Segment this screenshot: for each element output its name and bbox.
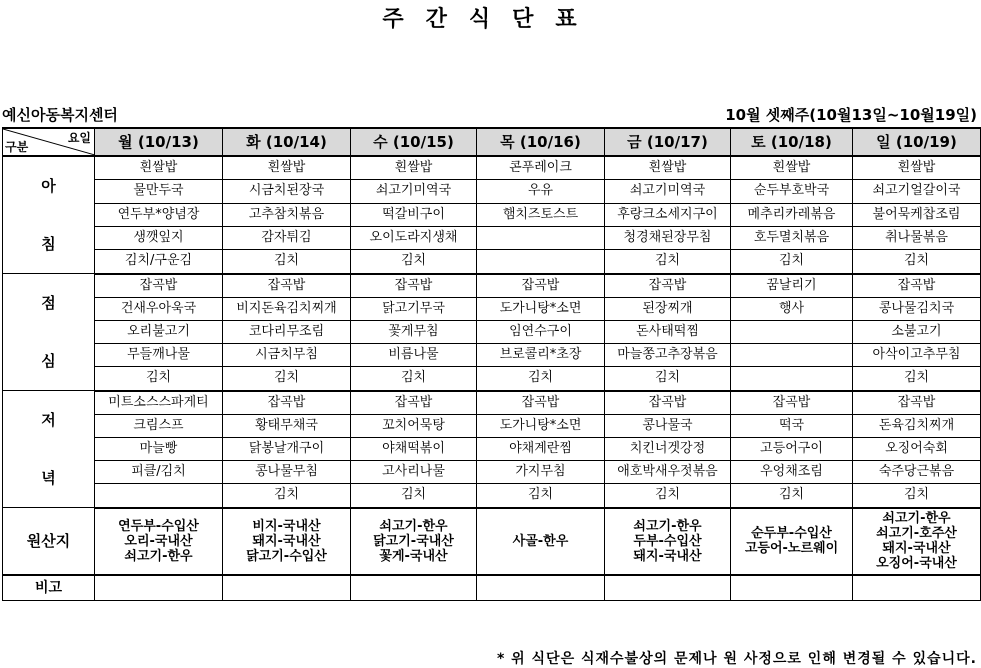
note-row — [3, 575, 981, 601]
menu-item: 비름나물 — [351, 344, 477, 367]
menu-item: 콩나물무침 — [223, 461, 351, 484]
menu-item: 잡곡밥 — [223, 391, 351, 415]
menu-item: 김치 — [853, 250, 981, 274]
menu-item: 시금치무침 — [223, 344, 351, 367]
page-title: 주간식단표 — [382, 7, 599, 32]
menu-item: 피클/김치 — [95, 461, 223, 484]
menu-item: 햄치즈토스트 — [477, 203, 605, 226]
meal-label-lunch — [3, 274, 95, 391]
menu-item: 취나물볶음 — [853, 226, 981, 249]
menu-item: 잡곡밥 — [477, 274, 605, 298]
origin-line: 쇠고기-한우 — [124, 548, 193, 564]
menu-item: 임연수구이 — [477, 320, 605, 343]
menu-item: 소불고기 — [853, 320, 981, 343]
menu-item: 김치 — [223, 484, 351, 508]
menu-item: 콩나물국 — [605, 414, 731, 437]
origin-line: 연두부-수입산 — [118, 518, 199, 534]
day-header: 일 (10/19) — [853, 128, 981, 156]
menu-item: 흰쌀밥 — [95, 156, 223, 180]
menu-item: 치킨너겟강정 — [605, 437, 731, 460]
menu-item: 물만두국 — [95, 180, 223, 203]
menu-item: 잡곡밥 — [731, 391, 853, 415]
menu-item: 행사 — [731, 297, 853, 320]
day-header: 화 (10/14) — [223, 128, 351, 156]
day-header: 토 (10/18) — [731, 128, 853, 156]
menu-item: 잡곡밥 — [351, 274, 477, 298]
menu-item: 잡곡밥 — [853, 274, 981, 298]
menu-item: 잡곡밥 — [853, 391, 981, 415]
menu-item: 꼬치어묵탕 — [351, 414, 477, 437]
menu-item: 건새우아욱국 — [95, 297, 223, 320]
menu-item: 김치 — [605, 484, 731, 508]
menu-item: 호두멸치볶음 — [731, 226, 853, 249]
menu-item — [731, 320, 853, 343]
menu-item: 꿈날리기 — [731, 274, 853, 298]
menu-item: 김치 — [223, 367, 351, 391]
menu-item: 김치 — [477, 484, 605, 508]
menu-item: 미트소스스파게티 — [95, 391, 223, 415]
menu-item: 오리불고기 — [95, 320, 223, 343]
menu-row — [3, 344, 981, 367]
menu-item: 꽃게무침 — [351, 320, 477, 343]
note-cell — [223, 575, 351, 601]
menu-item: 흰쌀밥 — [853, 156, 981, 180]
origin-cell — [731, 508, 853, 576]
menu-table — [2, 127, 981, 601]
menu-item: 우유 — [477, 180, 605, 203]
menu-item: 된장찌개 — [605, 297, 731, 320]
meal-label-char: 심 — [41, 352, 56, 370]
origin-cell — [351, 508, 477, 576]
menu-item: 떡갈비구이 — [351, 203, 477, 226]
menu-row — [3, 250, 981, 274]
menu-item: 김치 — [477, 367, 605, 391]
menu-item: 우엉채조림 — [731, 461, 853, 484]
origin-cell — [223, 508, 351, 576]
menu-item: 브로콜리*초장 — [477, 344, 605, 367]
menu-row — [3, 484, 981, 508]
note-cell — [853, 575, 981, 601]
origin-cell — [477, 508, 605, 576]
footnote: * 위 식단은 식재수불상의 문제나 원 사정으로 인해 변경될 수 있습니다. — [496, 651, 977, 667]
menu-item: 김치/구운김 — [95, 250, 223, 274]
menu-item: 오징어숙회 — [853, 437, 981, 460]
menu-item: 연두부*양념장 — [95, 203, 223, 226]
header-yoil-label: 요일 — [67, 131, 91, 145]
note-cell — [351, 575, 477, 601]
origin-cell — [605, 508, 731, 576]
menu-item: 흰쌀밥 — [731, 156, 853, 180]
menu-item: 김치 — [853, 367, 981, 391]
menu-item: 마늘쫑고추장볶음 — [605, 344, 731, 367]
menu-item: 김치 — [223, 250, 351, 274]
menu-row — [3, 391, 981, 415]
menu-item: 불어묵케찹조림 — [853, 203, 981, 226]
origin-line: 돼지-국내산 — [252, 533, 321, 549]
menu-item: 숙주당근볶음 — [853, 461, 981, 484]
menu-item: 돈육김치찌개 — [853, 414, 981, 437]
menu-row — [3, 437, 981, 460]
menu-item: 잡곡밥 — [223, 274, 351, 298]
menu-item: 황태무채국 — [223, 414, 351, 437]
menu-item — [477, 226, 605, 249]
menu-item: 청경채된장무침 — [605, 226, 731, 249]
menu-item: 잡곡밥 — [605, 274, 731, 298]
menu-item: 생깻잎지 — [95, 226, 223, 249]
header-corner — [3, 128, 95, 156]
menu-item: 닭고기무국 — [351, 297, 477, 320]
menu-item: 김치 — [605, 250, 731, 274]
menu-item: 야채떡볶이 — [351, 437, 477, 460]
header-gubun-label: 구분 — [5, 140, 29, 154]
menu-item: 고등어구이 — [731, 437, 853, 460]
day-header: 목 (10/16) — [477, 128, 605, 156]
origin-line: 돼지-국내산 — [633, 548, 702, 564]
meal-label-char: 저 — [41, 411, 56, 429]
menu-item: 도가니탕*소면 — [477, 297, 605, 320]
menu-item: 잡곡밥 — [351, 391, 477, 415]
menu-item: 김치 — [605, 367, 731, 391]
menu-item: 잡곡밥 — [605, 391, 731, 415]
origin-line: 닭고기-수입산 — [246, 548, 327, 564]
menu-row — [3, 203, 981, 226]
menu-item: 흰쌀밥 — [605, 156, 731, 180]
menu-row — [3, 226, 981, 249]
menu-item: 콩나물김치국 — [853, 297, 981, 320]
day-header: 수 (10/15) — [351, 128, 477, 156]
menu-row — [3, 461, 981, 484]
menu-item: 오이도라지생채 — [351, 226, 477, 249]
menu-item: 메추리카레볶음 — [731, 203, 853, 226]
note-cell — [605, 575, 731, 601]
menu-item: 닭봉날개구이 — [223, 437, 351, 460]
menu-item — [477, 250, 605, 274]
menu-item — [95, 484, 223, 508]
origin-line: 닭고기-국내산 — [373, 533, 454, 549]
meal-label-char: 침 — [41, 235, 56, 253]
note-cell — [731, 575, 853, 601]
origin-line: 돼지-국내산 — [882, 541, 951, 557]
origin-line: 두부-수입산 — [633, 533, 702, 549]
menu-item: 순두부호박국 — [731, 180, 853, 203]
menu-item: 고추참치볶음 — [223, 203, 351, 226]
origin-line: 순두부-수입산 — [751, 526, 832, 542]
menu-item — [731, 367, 853, 391]
menu-item: 김치 — [731, 484, 853, 508]
origin-line: 사골-한우 — [512, 533, 569, 549]
menu-item: 흰쌀밥 — [351, 156, 477, 180]
meal-label-dinner — [3, 391, 95, 508]
menu-row — [3, 156, 981, 180]
menu-row — [3, 180, 981, 203]
menu-item: 아삭이고추무침 — [853, 344, 981, 367]
menu-row — [3, 297, 981, 320]
origin-line: 쇠고기-한우 — [882, 511, 951, 527]
origin-line: 꽃게-국내산 — [379, 548, 448, 564]
origin-line: 비지-국내산 — [252, 518, 321, 534]
menu-item: 떡국 — [731, 414, 853, 437]
origin-line: 고등어-노르웨이 — [744, 541, 839, 557]
menu-item: 김치 — [731, 250, 853, 274]
meal-label-char: 아 — [41, 177, 56, 195]
menu-item — [731, 344, 853, 367]
origin-label: 원산지 — [3, 508, 95, 576]
menu-item: 잡곡밥 — [95, 274, 223, 298]
menu-item: 고사리나물 — [351, 461, 477, 484]
menu-item: 도가니탕*소면 — [477, 414, 605, 437]
header-row — [3, 128, 981, 156]
week-range: 10월 셋째주(10월13일~10월19일) — [725, 106, 977, 124]
meal-label-char: 녁 — [41, 469, 56, 487]
origin-cell — [95, 508, 223, 576]
origin-line: 쇠고기-한우 — [379, 518, 448, 534]
menu-item: 비지돈육김치찌개 — [223, 297, 351, 320]
menu-item: 콘푸레이크 — [477, 156, 605, 180]
day-header: 월 (10/13) — [95, 128, 223, 156]
menu-row — [3, 320, 981, 343]
meal-label-char: 점 — [41, 294, 56, 312]
menu-item: 김치 — [853, 484, 981, 508]
menu-item: 쇠고기얼갈이국 — [853, 180, 981, 203]
day-header: 금 (10/17) — [605, 128, 731, 156]
menu-item: 크림스프 — [95, 414, 223, 437]
origin-cell — [853, 508, 981, 576]
organization-name: 예신아동복지센터 — [2, 106, 118, 124]
menu-item: 잡곡밥 — [477, 391, 605, 415]
note-label: 비고 — [3, 575, 95, 601]
menu-item: 김치 — [351, 484, 477, 508]
menu-row — [3, 274, 981, 298]
menu-item: 감자튀김 — [223, 226, 351, 249]
menu-item: 흰쌀밥 — [223, 156, 351, 180]
origin-line: 오징어-국내산 — [876, 556, 957, 572]
menu-item: 가지무침 — [477, 461, 605, 484]
menu-row — [3, 414, 981, 437]
origin-line: 쇠고기-호주산 — [876, 526, 957, 542]
origin-row — [3, 508, 981, 576]
menu-item: 김치 — [351, 367, 477, 391]
menu-item: 쇠고기미역국 — [605, 180, 731, 203]
note-cell — [477, 575, 605, 601]
note-cell — [95, 575, 223, 601]
menu-item: 시금치된장국 — [223, 180, 351, 203]
origin-line: 오리-국내산 — [124, 533, 193, 549]
menu-item: 무들깨나물 — [95, 344, 223, 367]
menu-item: 마늘빵 — [95, 437, 223, 460]
origin-line: 쇠고기-한우 — [633, 518, 702, 534]
menu-item: 후랑크소세지구이 — [605, 203, 731, 226]
menu-item: 야채계란찜 — [477, 437, 605, 460]
menu-item: 돈사태떡찜 — [605, 320, 731, 343]
menu-item: 코다리무조림 — [223, 320, 351, 343]
menu-row — [3, 367, 981, 391]
menu-item: 김치 — [95, 367, 223, 391]
menu-item: 김치 — [351, 250, 477, 274]
menu-item: 애호박새우젓볶음 — [605, 461, 731, 484]
meal-label-breakfast — [3, 156, 95, 274]
menu-item: 쇠고기미역국 — [351, 180, 477, 203]
